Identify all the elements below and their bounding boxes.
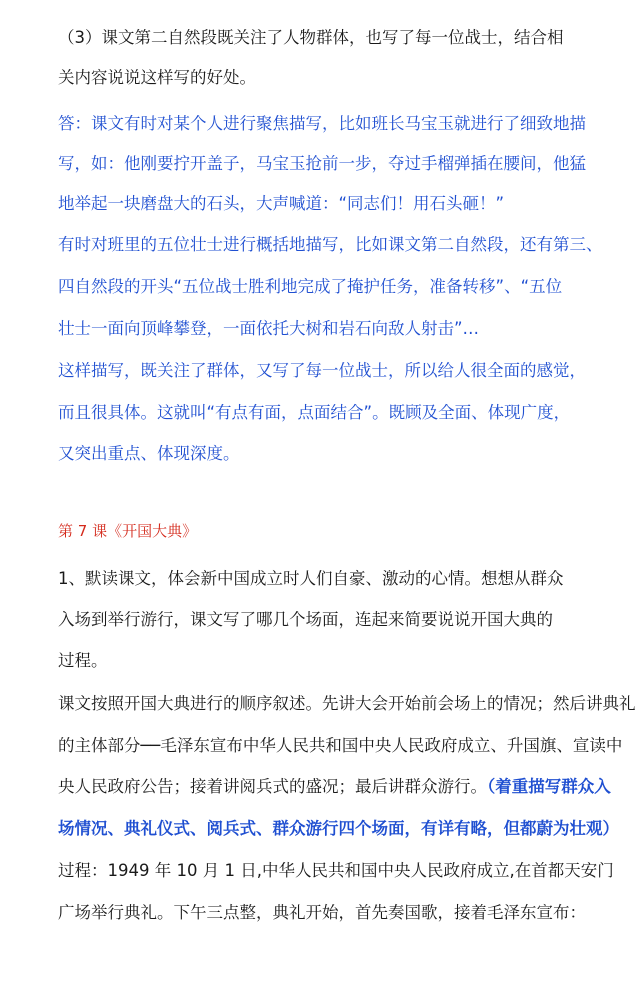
answer-line-5: 四自然段的开头“五位战士胜利地完成了掩护任务，准备转移”、“五位 [58, 277, 563, 296]
answer-line-7: 这样描写，既关注了群体，又写了每一位战士，所以给人很全面的感觉， [58, 361, 586, 380]
body-line-1: 课文按照开国大典进行的顺序叙述。先讲大会开始前会场上的情况；然后讲典礼 [58, 694, 636, 713]
answer-line-9: 又突出重点、体现深度。 [58, 444, 240, 463]
answer-line-6: 壮士一面向顶峰攀登，一面依托大树和岩石向敌人射击”… [58, 319, 480, 338]
process-line-1: 过程：1949 年 10 月 1 日,中华人民共和国中央人民政府成立,在首都天安门 [58, 861, 614, 880]
answer-line-4: 有时对班里的五位壮士进行概括地描写，比如课文第二自然段，还有第三、 [58, 235, 603, 254]
body-line-3 [58, 776, 611, 798]
q1-line-2: 入场到举行游行，课文写了哪几个场面，连起来简要说说开国大典的 [58, 610, 553, 629]
q3-line-2: 关内容说说这样写的好处。 [58, 68, 256, 87]
body-line-3-text: 央人民政府公告；接着讲阅兵式的盛况；最后讲群众游行。 [58, 777, 487, 796]
answer-line-2: 写，如：他刚要拧开盖子，马宝玉抢前一步，夺过手榴弹插在腰间，他猛 [58, 154, 586, 173]
answer-line-3: 地举起一块磨盘大的石头，大声喊道：“同志们！用石头砸！” [58, 194, 505, 213]
emphasis-line: 场情况、典礼仪式、阅兵式、群众游行四个场面，有详有略，但都蔚为壮观） [58, 819, 619, 838]
answer-line-1: 答：课文有时对某个人进行聚焦描写，比如班长马宝玉就进行了细致地描 [58, 114, 586, 133]
emphasis-start: （着重描写群众入 [487, 777, 611, 796]
lesson-title: 第 7 课《开国大典》 [58, 522, 198, 540]
body-line-2: 的主体部分──毛泽东宣布中华人民共和国中央人民政府成立、升国旗、宣读中 [58, 736, 623, 755]
q3-line-1: （3）课文第二自然段既关注了人物群体，也写了每一位战士，结合相 [58, 28, 564, 47]
process-line-2: 广场举行典礼。下午三点整，典礼开始，首先奏国歌，接着毛泽东宣布： [58, 903, 586, 922]
q1-line-1: 1、默读课文，体会新中国成立时人们自豪、激动的心情。想想从群众 [58, 569, 564, 588]
q1-line-3: 过程。 [58, 651, 108, 670]
answer-line-8: 而且很具体。这就叫“有点有面，点面结合”。既顾及全面、体现广度， [58, 403, 571, 422]
